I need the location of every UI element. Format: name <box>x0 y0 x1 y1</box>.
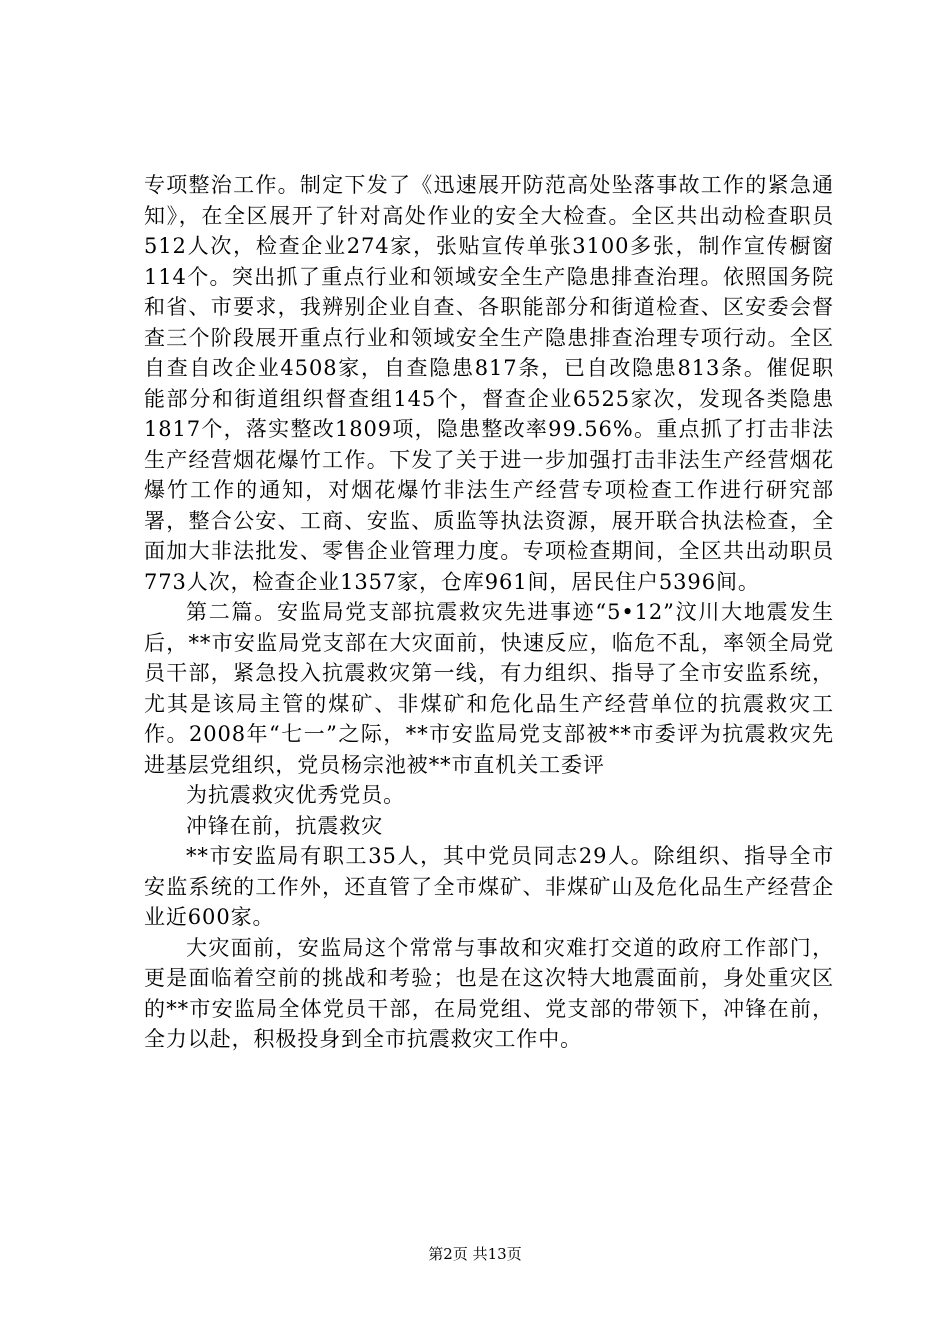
paragraph-chapter-two: 第二篇。安监局党支部抗震救灾先进事迹“5•12”汶川大地震发生后，**市安监局党支部在大灾面前，快速反应，临危不乱，率领全局党员干部，紧急投入抗震救灾第一线，有力组织、指导了全市安监系统，尤其是该局主管的煤矿、非煤矿和危化品生产经营单位的抗震救灾工作。2008年“七一”之际，**市安监局党支部被**市委评为抗震救灾先进基层党组织，党员杨宗池被**市直机关工委评 <box>144 600 834 777</box>
paragraph-continuation: 专项整治工作。制定下发了《迅速展开防范高处坠落事故工作的紧急通知》，在全区展开了针对高处作业的安全大检查。全区共出动检查职员512人次，检查企业274家，张贴宣传单张3100多张，制作宣传橱窗114个。突出抓了重点行业和领域安全生产隐患排查治理。依照国务院和省、市要求，我辨别企业自查、各职能部分和街道检查、区安委会督查三个阶段展开重点行业和领域安全生产隐患排查治理专项行动。全区自查自改企业4508家，自查隐患817条，已自改隐患813条。催促职能部分和街道组织督查组145个，督查企业6525家次，发现各类隐患1817个，落实整改1809项，隐患整改率99.56%。重点抓了打击非法生产经营烟花爆竹工作。下发了关于进一步加强打击非法生产经营烟花爆竹工作的通知，对烟花爆竹非法生产经营专项检查工作进行研究部署，整合公安、工商、安监、质监等执法资源，展开联合执法检查，全面加大非法批发、零售企业管理力度。专项检查期间，全区共出动职员773人次，检查企业1357家，仓库961间，居民住户5396间。 <box>144 173 834 594</box>
paragraph-award: 为抗震救灾优秀党员。 <box>186 783 405 807</box>
paragraph-staff: **市安监局有职工35人，其中党员同志29人。除组织、指导全市安监系统的工作外，还直管了全市煤矿、非煤矿山及危化品生产经营企业近600家。 <box>144 844 834 929</box>
paragraph-disaster-response: 大灾面前，安监局这个常常与事故和灾难打交道的政府工作部门，更是面临着空前的挑战和考验；也是在这次特大地震面前，身处重灾区的**市安监局全体党员干部，在局党组、党支部的带领下，冲锋在前，全力以赴，积极投身到全市抗震救灾工作中。 <box>144 935 834 1051</box>
document-body <box>144 170 834 1055</box>
page-number-footer: 第2页 共13页 <box>428 1245 522 1263</box>
section-heading: 冲锋在前，抗震救灾 <box>186 813 384 838</box>
